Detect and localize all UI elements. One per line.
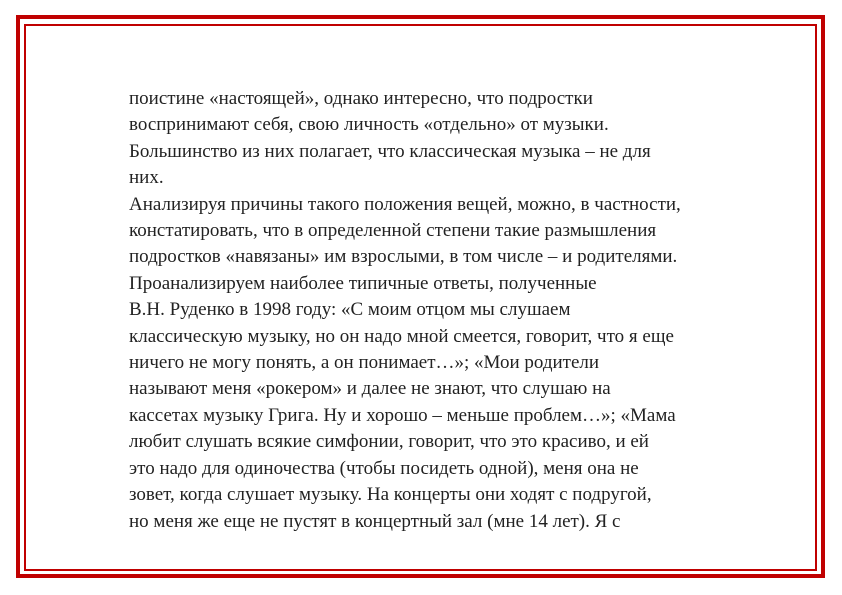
text-line: них. bbox=[129, 167, 164, 189]
text-line: кассетах музыку Грига. Ну и хорошо – меньше проблем…»; «Мама bbox=[129, 404, 676, 426]
text-line: подростков «навязаны» им взрослыми, в том числе – и родителями. bbox=[129, 246, 678, 268]
text-line: поистине «настоящей», однако интересно, что подростки bbox=[129, 88, 593, 109]
text-line: зовет, когда слушает музыку. На концерты они ходят с подругой, bbox=[129, 484, 652, 506]
text-line: констатировать, что в определенной степени такие размышления bbox=[129, 220, 657, 242]
text-line: ничего не могу понять, а он понимает…»; «Мои родители bbox=[129, 352, 600, 374]
text-line: Проанализируем наиболее типичные ответы, полученные bbox=[129, 272, 597, 294]
text-line: воспринимают себя, свою личность «отдельно» от музыки. bbox=[129, 114, 609, 136]
text-line: Большинство из них полагает, что классическая музыка – не для bbox=[129, 140, 651, 162]
text-line: любит слушать всякие симфонии, говорит, что это красиво, и ей bbox=[129, 431, 649, 453]
text-line: называют меня «рокером» и далее не знают, что слушаю на bbox=[129, 378, 611, 400]
text-line: но меня же еще не пустят в концертный зал (мне 14 лет). Я с bbox=[129, 510, 621, 532]
text-line: В.Н. Руденко в 1998 году: «С моим отцом мы слушаем bbox=[129, 299, 571, 321]
text-line: Анализируя причины такого положения вещей, можно, в частности, bbox=[129, 193, 681, 215]
text-body bbox=[129, 86, 779, 535]
text-line: классическую музыку, но он надо мной смеется, говорит, что я еще bbox=[129, 325, 674, 347]
text-line: это надо для одиночества (чтобы посидеть одной), меня она не bbox=[129, 457, 639, 479]
